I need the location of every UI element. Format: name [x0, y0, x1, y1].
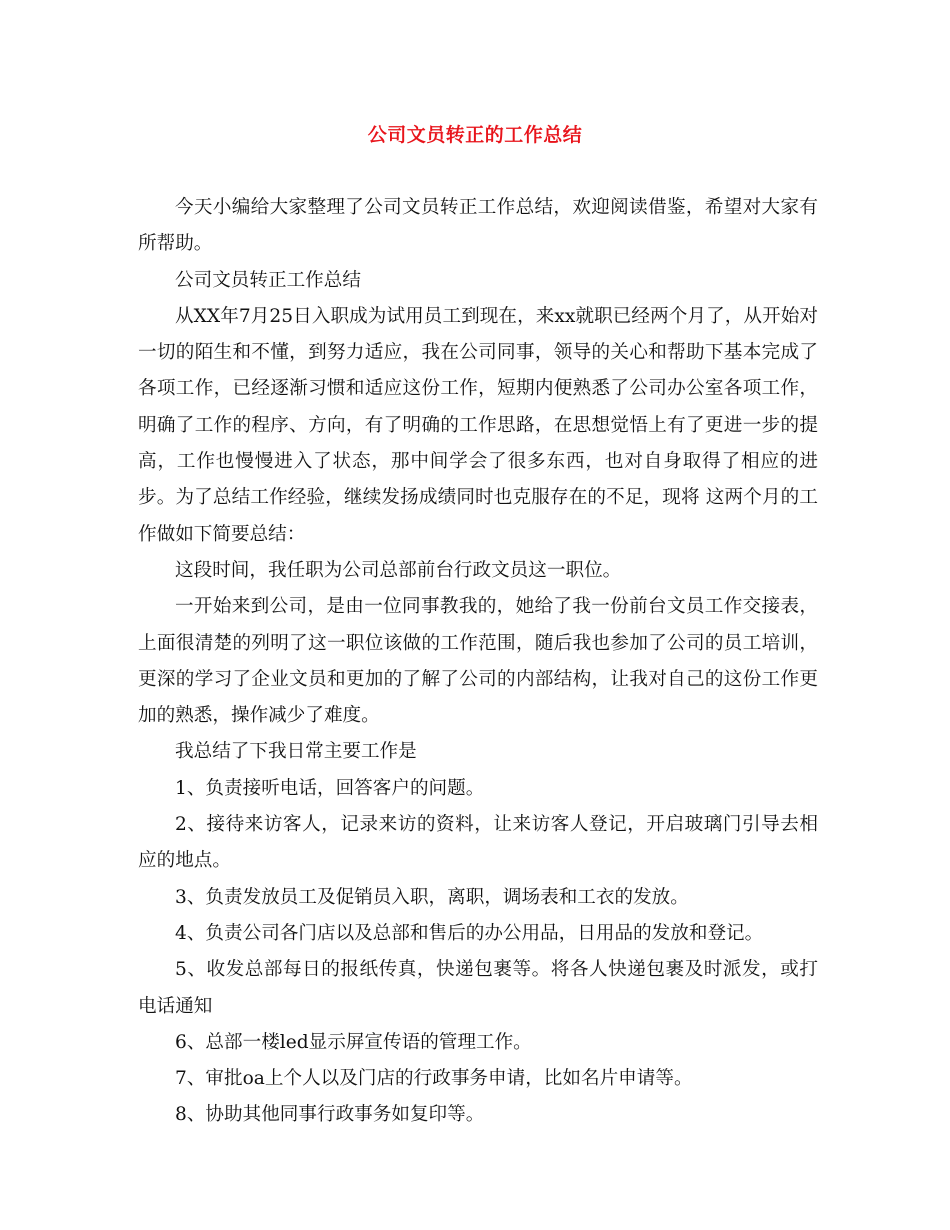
list-item-duty-6: 6、总部一楼led显示屏宣传语的管理工作。: [175, 1031, 532, 1053]
paragraph-duties-heading: 我总结了下我日常主要工作是: [175, 741, 417, 763]
list-item-duty-8: 8、协助其他同事行政事务如复印等。: [175, 1104, 485, 1126]
paragraph-onboarding: 一开始来到公司，是由一位同事教我的，她给了我一份前台文员工作交接表，上面很清楚的列明了这一职位该做的工作范围，随后我也参加了公司的员工培训，更深的学习了企业文员和更加的了解了公司的内部结构，让我对自己的这份工作更加的熟悉，操作减少了难度。: [138, 596, 818, 727]
list-item-duty-7: 7、审批oa上个人以及门店的行政事务申请，比如名片申请等。: [175, 1068, 693, 1090]
paragraph-position: 这段时间，我任职为公司总部前台行政文员这一职位。: [175, 559, 622, 581]
list-item-duty-1: 1、负责接听电话，回答客户的问题。: [175, 777, 485, 799]
list-item-duty-4: 4、负责公司各门店以及总部和售后的办公用品，日用品的发放和登记。: [175, 922, 764, 944]
list-item-duty-2: 2、接待来访客人，记录来访的资料，让来访客人登记，开启玻璃门引导去相应的地点。: [138, 814, 818, 872]
paragraph-intro: 今天小编给大家整理了公司文员转正工作总结，欢迎阅读借鉴，希望对大家有所帮助。: [138, 197, 818, 255]
document-body: [138, 190, 818, 1134]
paragraph-summary: 从XX年7月25日入职成为试用员工到现在，来xx就职已经两个月了，从开始对一切的陌生和不懂，到努力适应，我在公司同事，领导的关心和帮助下基本完成了各项工作，已经逐渐习惯和适应这份工作，短期内便熟悉了公司办公室各项工作，明确了工作的程序、方向，有了明确的工作思路，在思想觉悟上有了更进一步的提高，工作也慢慢进入了状态，那中间学会了很多东西，也对自身取得了相应的进步。为了总结工作经验，继续发扬成绩同时也克服存在的不足，现将 这两个月的工作做如下简要总结：: [138, 305, 818, 545]
list-item-duty-3: 3、负责发放员工及促销员入职，离职，调场表和工衣的发放。: [175, 886, 689, 908]
document-title: 公司文员转正的工作总结: [367, 124, 583, 146]
paragraph-subtitle: 公司文员转正工作总结: [175, 269, 361, 291]
list-item-duty-5: 5、收发总部每日的报纸传真，快递包裹等。将各人快递包裹及时派发，或打电话通知: [138, 959, 818, 1017]
